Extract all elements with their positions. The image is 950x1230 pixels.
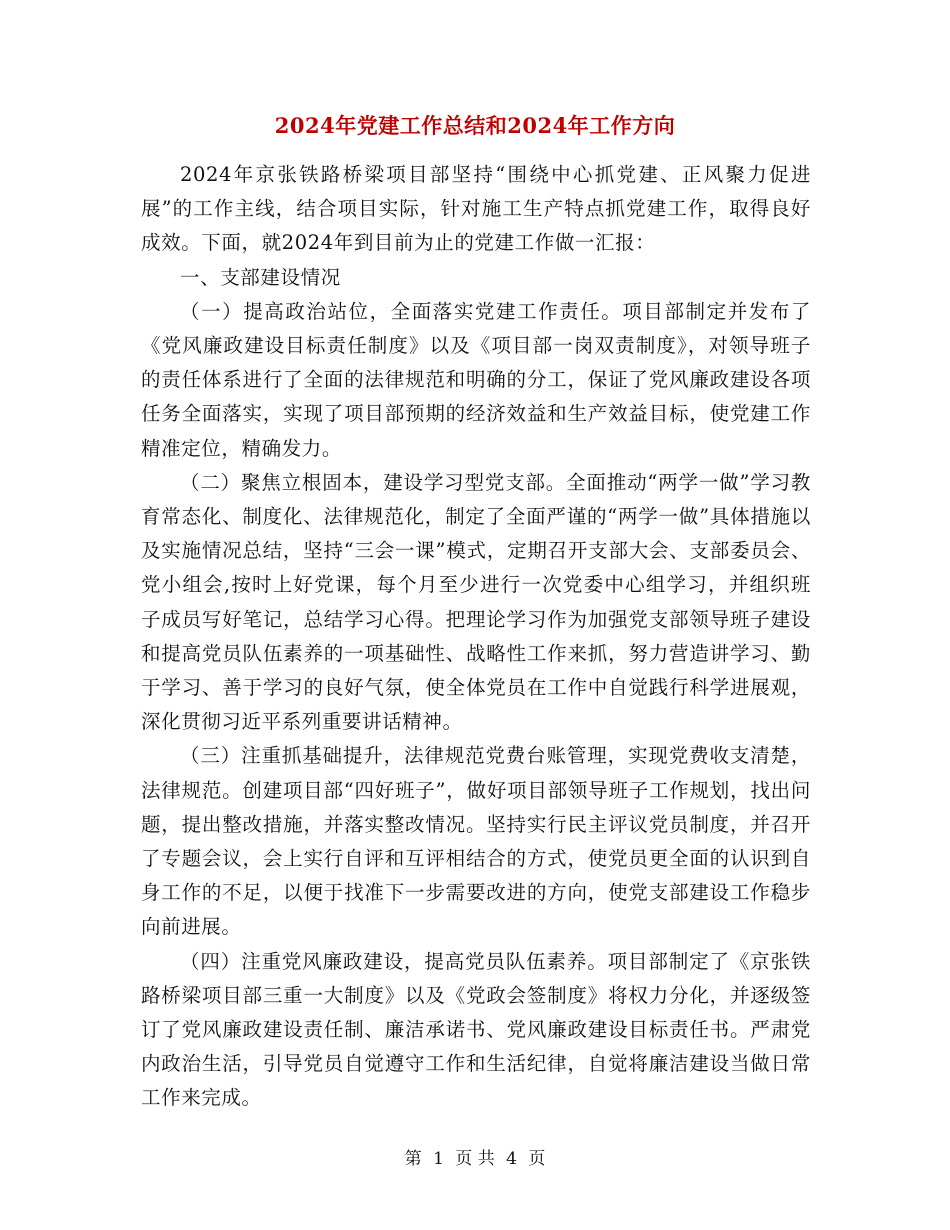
footer-mid: 页 共 — [455, 1149, 495, 1169]
section-heading: 一、支部建设情况 — [180, 265, 341, 289]
footer-current-page: 1 — [433, 1149, 444, 1169]
document-title: 2024年党建工作总结和2024年工作方向 — [274, 113, 676, 138]
document-body — [141, 158, 811, 1116]
body-paragraph-3: （三）注重抓基础提升，法律规范党费台账管理，实现党费收支清楚，法律规范。创建项目部“四好班子”，做好项目部领导班子工作规划，找出问题，提出整改措施，并落实整改情况。坚持实行民主评议党员制度，并召开了专题会议，会上实行自评和互评相结合的方式，使党员更全面的认识到自身工作的不足，以便于找准下一步需要改进的方向，使党支部建设工作稳步向前进展。 — [141, 744, 811, 939]
intro-paragraph: 2024年京张铁路桥梁项目部坚持“围绕中心抓党建、正风聚力促进展”的工作主线，结合项目实际，针对施工生产特点抓党建工作，取得良好成效。下面，就2024年到目前为止的党建工作做一汇报： — [141, 163, 811, 255]
page-footer — [0, 1147, 950, 1171]
footer-total-pages: 4 — [506, 1149, 517, 1169]
body-paragraph-1: （一）提高政治站位，全面落实党建工作责任。项目部制定并发布了《党风廉政建设目标责任制度》以及《项目部一岗双责制度》，对领导班子的责任体系进行了全面的法律规范和明确的分工，保证了党风廉政建设各项任务全面落实，实现了项目部预期的经济效益和生产效益目标，使党建工作精准定位，精确发力。 — [141, 299, 811, 460]
footer-suffix: 页 — [528, 1149, 546, 1169]
body-paragraph-2: （二）聚焦立根固本，建设学习型党支部。全面推动“两学一做”学习教育常态化、制度化、法律规范化，制定了全面严谨的“两学一做”具体措施以及实施情况总结，坚持“三会一课”模式，定期召开支部大会、支部委员会、党小组会,按时上好党课，每个月至少进行一次党委中心组学习，并组织班子成员写好笔记，总结学习心得。把理论学习作为加强党支部领导班子建设和提高党员队伍素养的一项基础性、战略性工作来抓，努力营造讲学习、勤于学习、善于学习的良好气氛，使全体党员在工作中自觉践行科学进展观，深化贯彻习近平系列重要讲话精神。 — [141, 470, 811, 734]
footer-prefix: 第 — [404, 1149, 422, 1169]
body-paragraph-4: （四）注重党风廉政建设，提高党员队伍素养。项目部制定了《京张铁路桥梁项目部三重一大制度》以及《党政会签制度》将权力分化，并逐级签订了党风廉政建设责任制、廉洁承诺书、党风廉政建设目标责任书。严肃党内政治生活，引导党员自觉遵守工作和生活纪律，自觉将廉洁建设当做日常工作来完成。 — [141, 949, 811, 1110]
